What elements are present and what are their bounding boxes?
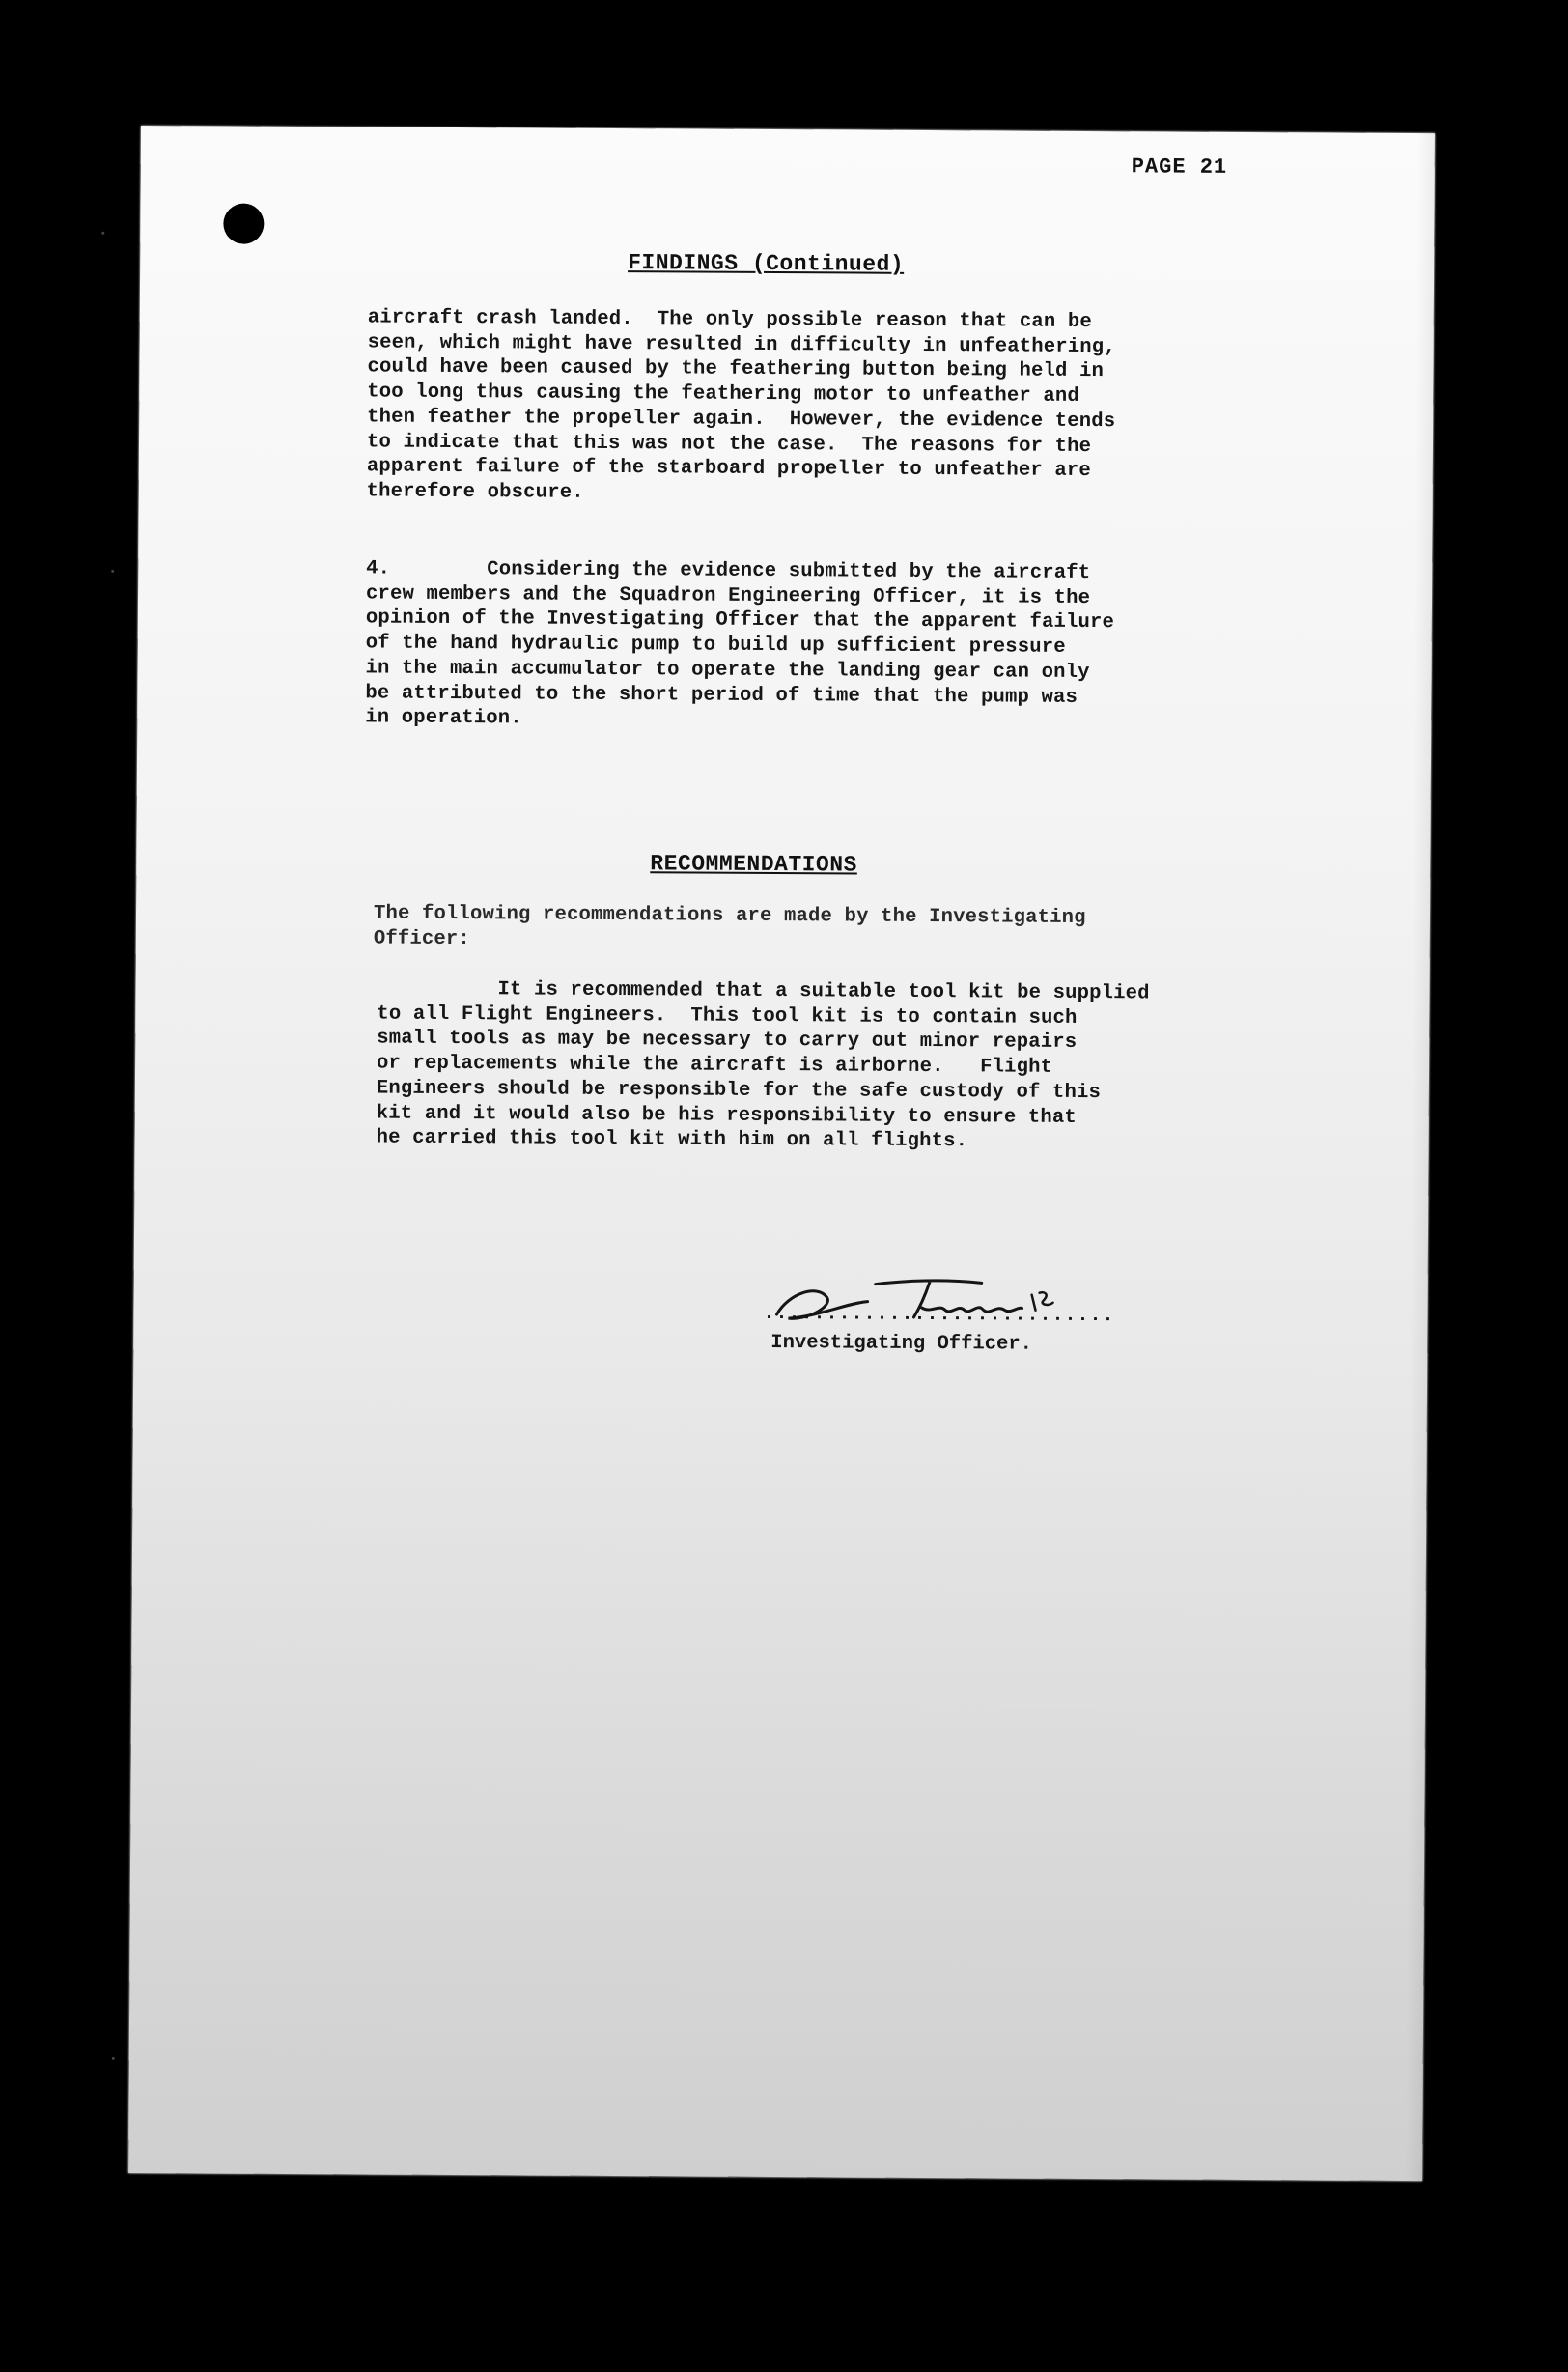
punch-hole xyxy=(223,204,264,244)
scan-speck xyxy=(112,2057,115,2060)
recommendation-paragraph: It is recommended that a suitable tool kit be supplied to all Flight Engineers. This tool kit is to contain such small tools as may be necessary to carry out minor repairs or replacements while the aircraft is airborne. Flight Engineers should be responsible for the safe custody of this kit and it would also be his responsibility to ensure that he carried this tool kit with him on all flights. xyxy=(376,977,1150,1153)
finding-4-paragraph: 4. Considering the evidence submitted by the aircraft crew members and the Squadron Engineering Officer, it is the opinion of the Investigating Officer that the apparent failure of the hand hydraulic pump to build up sufficient pressure in the main accumulator to operate the landing gear can only be attributed to the short period of time that the pump was in operation. xyxy=(365,557,1115,730)
findings-heading: FINDINGS (Continued) xyxy=(628,250,905,277)
findings-continued-paragraph: aircraft crash landed. The only possible reason that can be seen, which might have resulted in difficulty in unfeathering, could have been caused by the feathering button being held in too long thus causing the feathering motor to unfeather and then feather the propeller again. However, the evidence tends to indicate that this was not the case. The reasons for the apparent failure of the starboard propeller to unfeather are therefore obscure. xyxy=(366,306,1116,504)
signature-title: Investigating Officer. xyxy=(770,1332,1033,1356)
scan-speck xyxy=(111,570,114,573)
recommendations-heading: RECOMMENDATIONS xyxy=(650,851,857,878)
signature-block xyxy=(759,1264,1223,1373)
page-number: PAGE 21 xyxy=(1131,155,1228,180)
page-edge-shadow xyxy=(1405,133,1435,2181)
scan-speck xyxy=(101,232,104,235)
signature-line: ............................ xyxy=(763,1302,1115,1328)
recommendations-intro: The following recommendations are made by the Investigating Officer: xyxy=(373,902,1086,950)
document-page xyxy=(128,126,1435,2181)
